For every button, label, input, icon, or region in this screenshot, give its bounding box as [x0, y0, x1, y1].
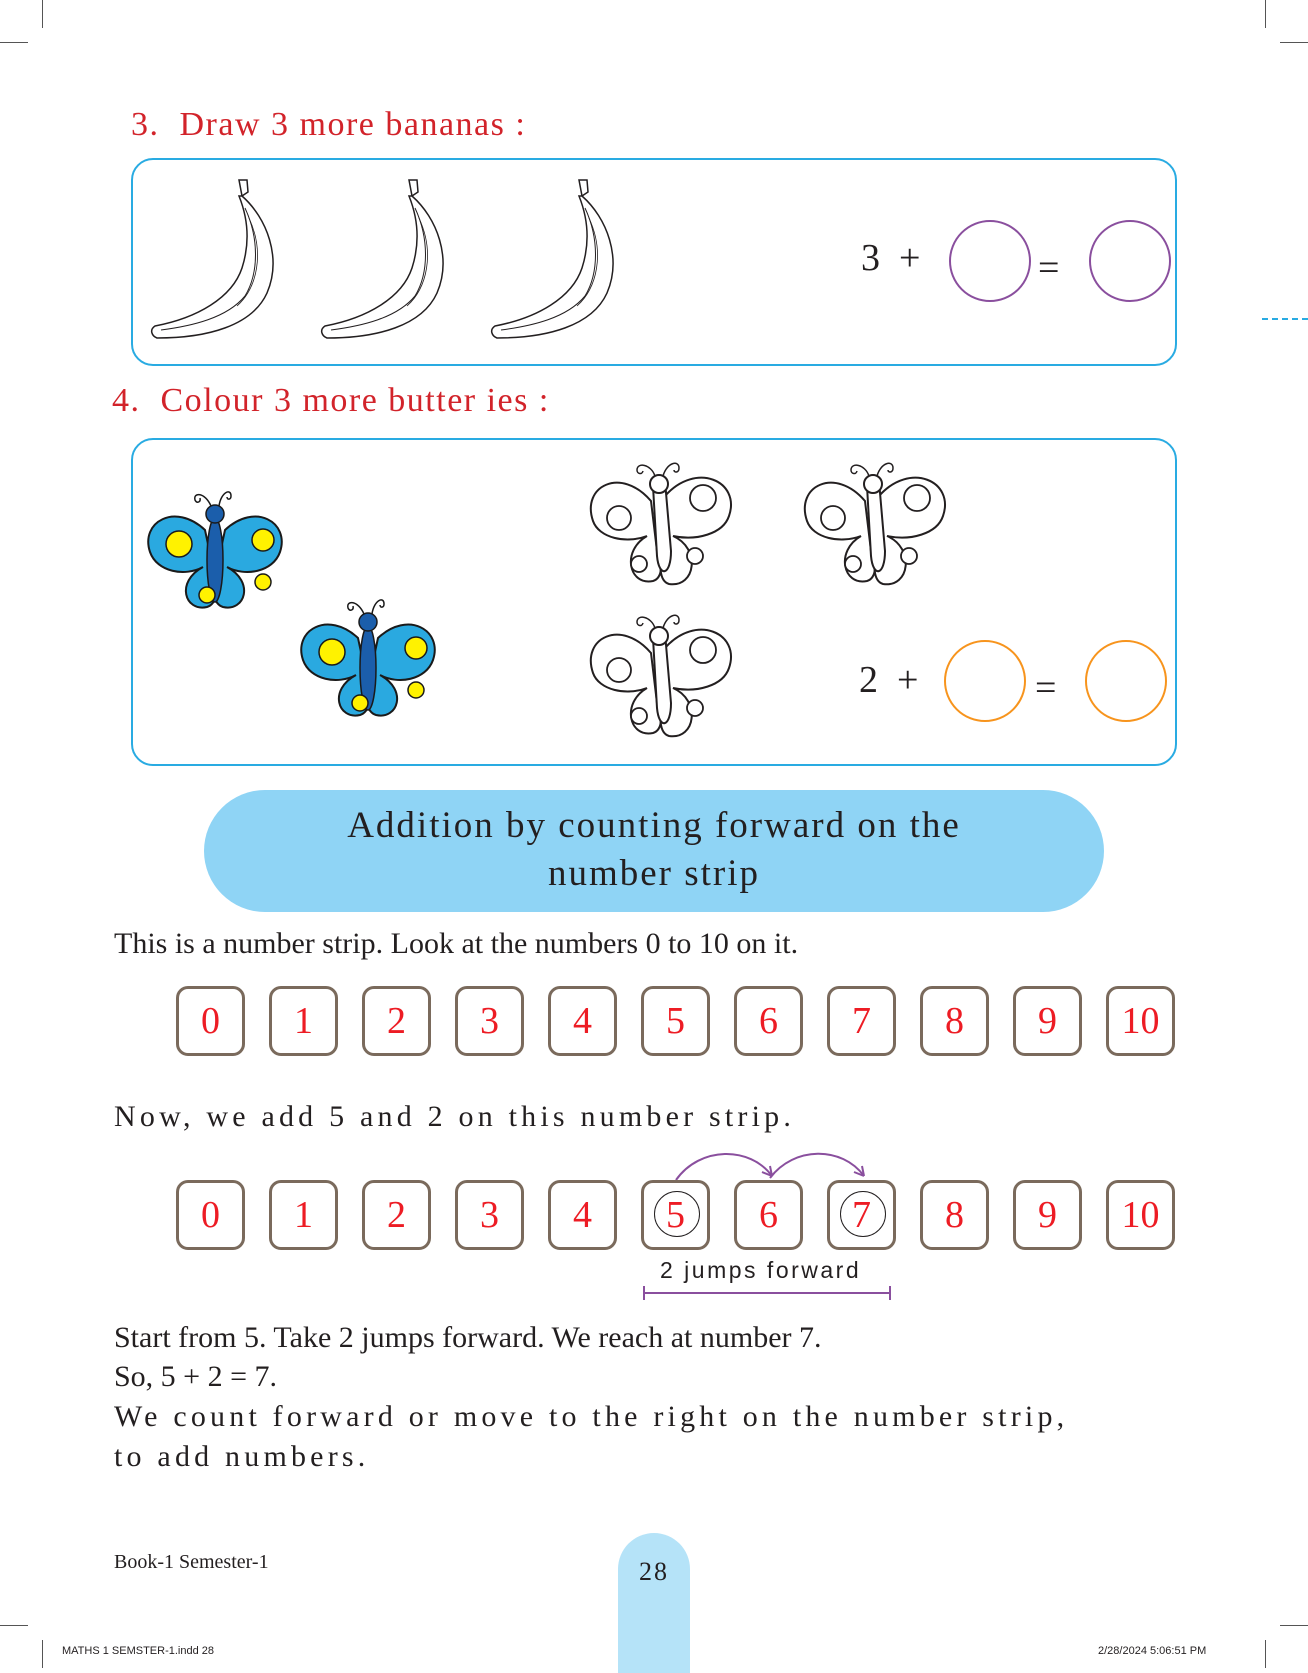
- strip-number: 3: [480, 1194, 499, 1236]
- strip-number: 10: [1121, 1000, 1160, 1042]
- answer-circle[interactable]: [1085, 640, 1167, 722]
- equation: [861, 236, 920, 280]
- section-heading-line: Addition by counting forward on the: [347, 805, 961, 846]
- strip-cell: [1013, 1180, 1082, 1250]
- strip-cell: [548, 1180, 617, 1250]
- strip-number: 9: [1038, 1000, 1057, 1042]
- section-heading: [204, 790, 1104, 912]
- strip-cell: [827, 1180, 896, 1250]
- strip-cell: [269, 1180, 338, 1250]
- strip-number: 3: [480, 1000, 499, 1042]
- jumps-bracket-tick: [889, 1286, 891, 1300]
- equation-number: 3: [861, 237, 880, 279]
- plus-sign: +: [899, 237, 921, 279]
- strip-number: 1: [294, 1000, 313, 1042]
- strip-number: 2: [387, 1194, 406, 1236]
- crop-mark: [0, 42, 28, 43]
- explanation-line: We count forward or move to the right on the number strip,: [114, 1400, 1069, 1433]
- strip-cell: [455, 986, 524, 1056]
- banana-icon: [322, 180, 443, 338]
- strip-number: 0: [201, 1000, 220, 1042]
- strip-number: 4: [573, 1194, 592, 1236]
- guide-mark: [1262, 318, 1308, 320]
- answer-circle[interactable]: [944, 640, 1026, 722]
- strip-number: 6: [759, 1000, 778, 1042]
- banana-illustrations: [147, 178, 617, 348]
- crop-mark: [1265, 0, 1266, 28]
- strip-number: 8: [945, 1000, 964, 1042]
- plus-sign: +: [897, 659, 919, 701]
- strip-number: 8: [945, 1194, 964, 1236]
- strip-cell: [455, 1180, 524, 1250]
- strip-cell: [1106, 1180, 1175, 1250]
- crop-mark: [42, 0, 43, 28]
- crop-mark: [1265, 1640, 1266, 1668]
- strip-number: 10: [1121, 1194, 1160, 1236]
- crop-mark: [0, 1625, 28, 1626]
- question-instruction: Colour 3 more butter ies :: [160, 382, 550, 419]
- strip-cell: [362, 1180, 431, 1250]
- jumps-label: 2 jumps forward: [660, 1257, 862, 1283]
- banana-box: [131, 158, 1177, 366]
- butterfly-outline-icon[interactable]: [591, 463, 731, 584]
- banana-icon: [152, 180, 273, 338]
- equation: [859, 658, 918, 702]
- butterfly-outline-icon[interactable]: [805, 463, 945, 584]
- jumps-bracket-tick: [643, 1286, 645, 1300]
- strip-number: 1: [294, 1194, 313, 1236]
- print-slug-timestamp: 2/28/2024 5:06:51 PM: [1098, 1645, 1207, 1657]
- instruction-text: Now, we add 5 and 2 on this number strip.: [114, 1100, 796, 1133]
- explanation-line: to add numbers.: [114, 1440, 370, 1473]
- question-number: 4.: [112, 382, 141, 419]
- strip-cell: [362, 986, 431, 1056]
- strip-number: 5: [666, 1000, 685, 1042]
- jumps-bracket: [643, 1292, 891, 1294]
- question-number: 3.: [131, 106, 160, 143]
- equation-number: 2: [859, 659, 878, 701]
- equals-sign: =: [1038, 247, 1060, 289]
- strip-cell: [176, 1180, 245, 1250]
- butterfly-illustrations: [133, 440, 1173, 760]
- strip-cell: [734, 1180, 803, 1250]
- butterfly-coloured-icon: [301, 600, 434, 716]
- strip-cell: [1013, 986, 1082, 1056]
- crop-mark: [1280, 42, 1308, 43]
- question-4-title: [112, 382, 550, 420]
- strip-number: 7: [852, 1194, 871, 1236]
- strip-cell: [548, 986, 617, 1056]
- banana-icon: [492, 180, 613, 338]
- answer-circle[interactable]: [1089, 220, 1171, 302]
- strip-number: 0: [201, 1194, 220, 1236]
- page-tab: [618, 1533, 690, 1673]
- strip-number: 5: [666, 1194, 685, 1236]
- strip-cell: [641, 1180, 710, 1250]
- butterfly-outline-icon[interactable]: [591, 615, 731, 736]
- butterfly-box: [131, 438, 1177, 766]
- section-heading-line: number strip: [547, 853, 761, 894]
- strip-cell: [827, 986, 896, 1056]
- print-slug-file: MATHS 1 SEMSTER-1.indd 28: [62, 1645, 215, 1657]
- equals-sign: =: [1035, 667, 1057, 709]
- strip-number: 4: [573, 1000, 592, 1042]
- explanation-line: Start from 5. Take 2 jumps forward. We reach at number 7.: [114, 1321, 822, 1354]
- question-instruction: Draw 3 more bananas :: [179, 106, 527, 143]
- strip-number: 7: [852, 1000, 871, 1042]
- crop-mark: [42, 1640, 43, 1668]
- strip-number: 9: [1038, 1194, 1057, 1236]
- crop-mark: [1280, 1625, 1308, 1626]
- strip-cell: [176, 986, 245, 1056]
- strip-number: 6: [759, 1194, 778, 1236]
- intro-text: This is a number strip. Look at the numbers 0 to 10 on it.: [114, 927, 799, 960]
- explanation-line: So, 5 + 2 = 7.: [114, 1360, 278, 1393]
- strip-cell: [920, 986, 989, 1056]
- strip-cell: [920, 1180, 989, 1250]
- butterfly-coloured-icon: [148, 492, 281, 608]
- question-3-title: [131, 106, 526, 144]
- strip-cell: [269, 986, 338, 1056]
- strip-cell: [641, 986, 710, 1056]
- strip-cell: [1106, 986, 1175, 1056]
- strip-cell: [734, 986, 803, 1056]
- book-label: Book-1 Semester-1: [114, 1551, 269, 1573]
- strip-number: 2: [387, 1000, 406, 1042]
- answer-circle[interactable]: [949, 220, 1031, 302]
- page-number: 28: [639, 1557, 669, 1586]
